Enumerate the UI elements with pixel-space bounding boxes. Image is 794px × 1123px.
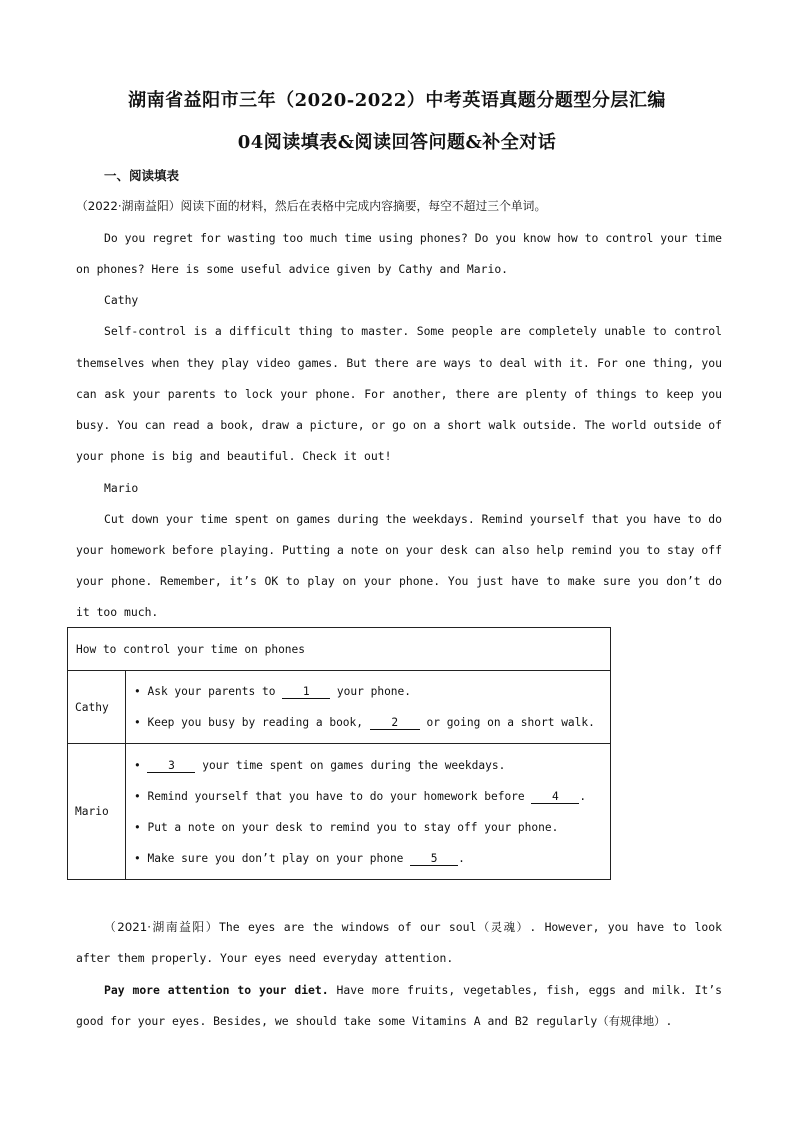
passage-line: Pay more attention to your diet. Have more fruits, vegetables, fish, eggs and milk. It’s bbox=[104, 983, 722, 997]
table-cell-mario bbox=[126, 744, 611, 880]
table-item: • Ask your parents to 1 your phone. bbox=[134, 685, 412, 698]
summary-table bbox=[67, 627, 611, 880]
passage-line: your phone. Remember, it’s OK to play on your phone. You just have to make sure you don’t do bbox=[76, 574, 722, 588]
answer-blank-4[interactable]: 4 bbox=[531, 790, 579, 804]
passage-line: good for your eyes. Besides, we should take some Vitamins A and B2 regularly（有规律地）. bbox=[76, 1014, 673, 1028]
table-item: • Remind yourself that you have to do your homework before 4 . bbox=[134, 789, 587, 803]
passage-line: your phone is big and beautiful. Check it out! bbox=[76, 449, 392, 463]
passage-line: it too much. bbox=[76, 605, 159, 619]
passage-line: your homework before playing. Putting a note on your desk can also help remind you to stay off bbox=[76, 543, 722, 557]
table-item: • 3 your time spent on games during the weekdays. bbox=[134, 758, 506, 772]
speaker-name-cathy: Cathy bbox=[104, 293, 139, 307]
table-item: • Make sure you don’t play on your phone 5 . bbox=[134, 851, 465, 865]
passage-line: Cut down your time spent on games during the weekdays. Remind yourself that you have to do bbox=[104, 512, 722, 526]
answer-blank-5[interactable]: 5 bbox=[410, 852, 458, 866]
answer-blank-2[interactable]: 2 bbox=[370, 716, 420, 730]
passage-line: themselves when they play video games. But there are ways to deal with it. For one thing, you bbox=[76, 356, 722, 370]
passage-line: on phones? Here is some useful advice given by Cathy and Mario. bbox=[76, 262, 509, 276]
passage-line: after them properly. Your eyes need everyday attention. bbox=[76, 951, 454, 965]
table-item: • Keep you busy by reading a book, 2 or going on a short walk. bbox=[134, 716, 595, 729]
table-cell-cathy bbox=[126, 671, 611, 744]
passage-line: busy. You can read a book, draw a picture, or go on a short walk outside. The world outside of bbox=[76, 418, 722, 432]
passage-line: Do you regret for wasting too much time using phones? Do you know how to control your time bbox=[104, 231, 722, 245]
table-item: • Put a note on your desk to remind you to stay off your phone. bbox=[134, 820, 559, 834]
passage-line: （2021·湖南益阳）The eyes are the windows of our soul（灵魂）. However, you have to look bbox=[104, 920, 722, 934]
table-row-label-cathy: Cathy bbox=[68, 671, 126, 744]
passage-line: can ask your parents to lock your phone. For another, there are plenty of things to keep you bbox=[76, 387, 722, 401]
passage-line: Self-control is a difficult thing to master. Some people are completely unable to control bbox=[104, 324, 722, 338]
answer-blank-3[interactable]: 3 bbox=[147, 759, 195, 773]
section-heading: 一、阅读填表 bbox=[104, 168, 180, 183]
table-row-label-mario: Mario bbox=[68, 744, 126, 880]
speaker-name-mario: Mario bbox=[104, 481, 139, 495]
answer-blank-1[interactable]: 1 bbox=[282, 685, 330, 699]
question-source-intro: （2022·湖南益阳）阅读下面的材料，然后在表格中完成内容摘要，每空不超过三个单词。 bbox=[76, 199, 547, 213]
table-header: How to control your time on phones bbox=[68, 628, 611, 671]
document-title: 湖南省益阳市三年（2020-2022）中考英语真题分题型分层汇编 bbox=[128, 90, 666, 111]
document-subtitle: 04阅读填表&阅读回答问题&补全对话 bbox=[237, 132, 557, 153]
